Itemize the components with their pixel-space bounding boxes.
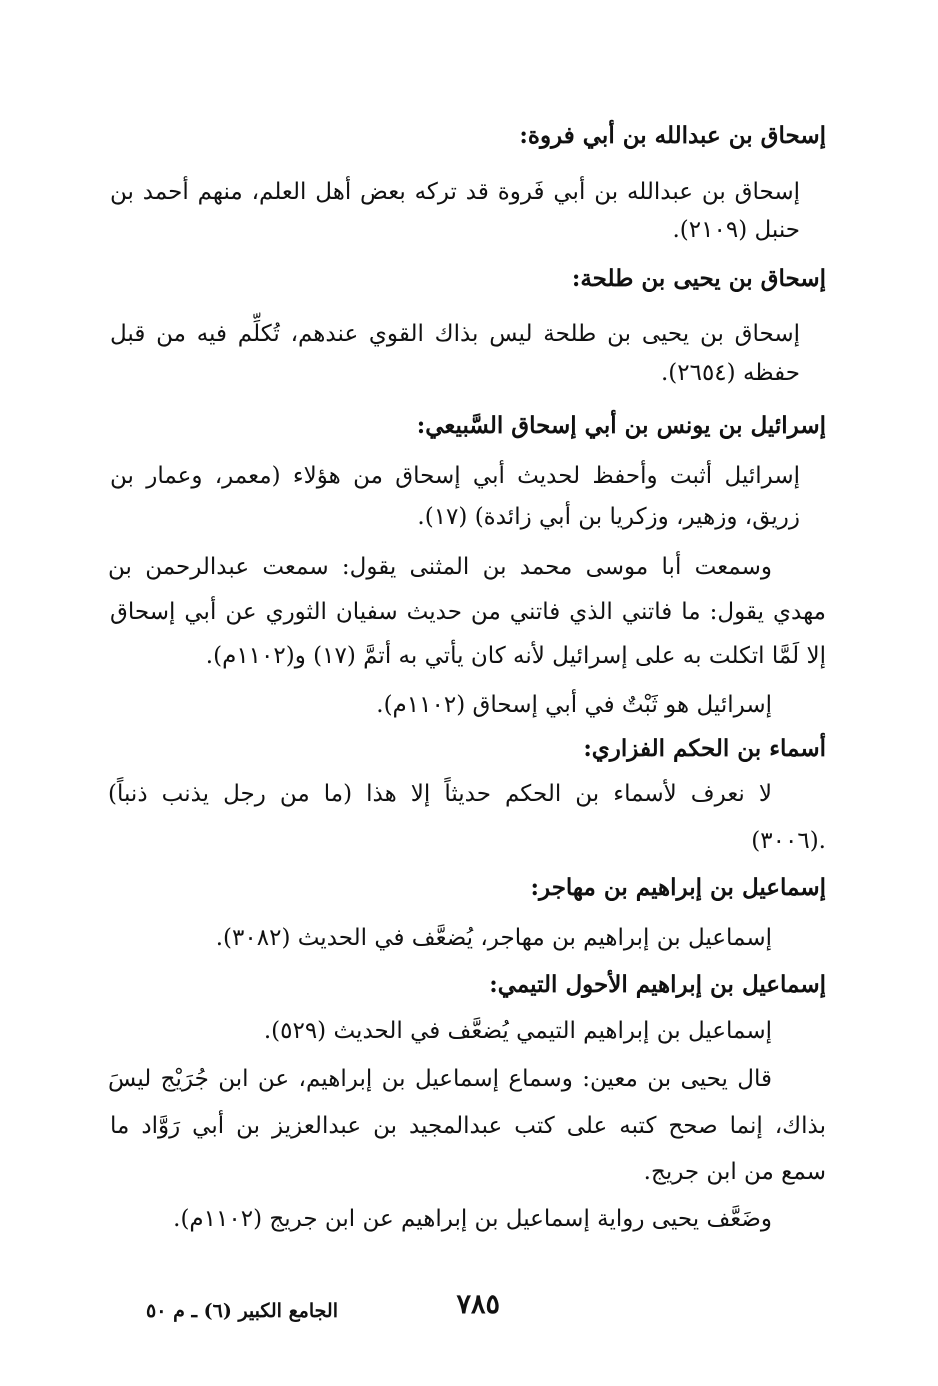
footer-book-title: الجامع الكبير (٦) ـ م ٥٠	[146, 1300, 338, 1322]
entry-text-line: حنبل (٢١٠٩).	[672, 217, 800, 243]
entry-text-line: لا نعرف لأسماء بن الحكم حديثاً إلا هذا (ما من رجل يذنب ذنباً)	[108, 781, 772, 807]
entry-heading: أسماء بن الحكم الفزاري:	[583, 735, 826, 762]
entry-text-line: وضَعَّف يحيى رواية إسماعيل بن إبراهيم عن ابن جريج (١١٠٢م).	[173, 1206, 772, 1232]
entry-text-line: قال يحيى بن معين: وسماع إسماعيل بن إبراهيم، عن ابن جُرَيْج ليسَ	[108, 1066, 772, 1092]
entry-text-line: بذاك، إنما صحح كتبه على كتب عبدالمجيد بن عبدالعزيز بن أبي رَوَّاد ما	[110, 1113, 826, 1139]
entry-text-line: زريق، وزهير، وزكريا بن أبي زائدة) (١٧).	[417, 504, 800, 530]
entry-heading: إسماعيل بن إبراهيم الأحول التيمي:	[489, 971, 826, 998]
entry-text-line: إسماعيل بن إبراهيم التيمي يُضعَّف في الحديث (٥٢٩).	[263, 1018, 772, 1044]
entry-heading: إسماعيل بن إبراهيم بن مهاجر:	[530, 874, 826, 901]
entry-text-line: وسمعت أبا موسى محمد بن المثنى يقول: سمعت عبدالرحمن بن	[108, 554, 772, 580]
entry-text-line: مهدي يقول: ما فاتني الذي فاتني من حديث سفيان الثوري عن أبي إسحاق	[110, 599, 826, 625]
entry-text-line: إسرائيل هو ثَبْتٌ في أبي إسحاق (١١٠٢م).	[376, 692, 772, 718]
entry-text-line: إسحاق بن عبدالله بن أبي فَروة قد تركه بعض أهل العلم، منهم أحمد بن	[110, 179, 800, 205]
entry-text-line: إلا لَمَّا اتكلت به على إسرائيل لأنه كان يأتي به أتمَّ (١٧) و(١١٠٢م).	[205, 643, 826, 669]
entry-text-line: حفظه (٢٦٥٤).	[660, 360, 800, 386]
entry-text-line: إسرائيل أثبت وأحفظ لحديث أبي إسحاق من هؤلاء (معمر، وعمار بن	[110, 463, 800, 489]
entry-text-line: إسماعيل بن إبراهيم بن مهاجر، يُضعَّف في الحديث (٣٠٨٢).	[215, 925, 772, 951]
entry-text-line: إسحاق بن يحيى بن طلحة ليس بذاك القوي عندهم، تُكلِّم فيه من قبل	[110, 321, 800, 347]
entry-text-line: (٣٠٠٦).	[751, 828, 826, 854]
entry-text-line: سمع من ابن جريج.	[643, 1159, 826, 1185]
entry-heading: إسحاق بن عبدالله بن أبي فروة:	[519, 122, 826, 149]
entry-heading: إسحاق بن يحيى بن طلحة:	[571, 265, 826, 292]
page-number: ٧٨٥	[456, 1289, 500, 1320]
entry-heading: إسرائيل بن يونس بن أبي إسحاق السَّبيعي:	[416, 412, 826, 439]
